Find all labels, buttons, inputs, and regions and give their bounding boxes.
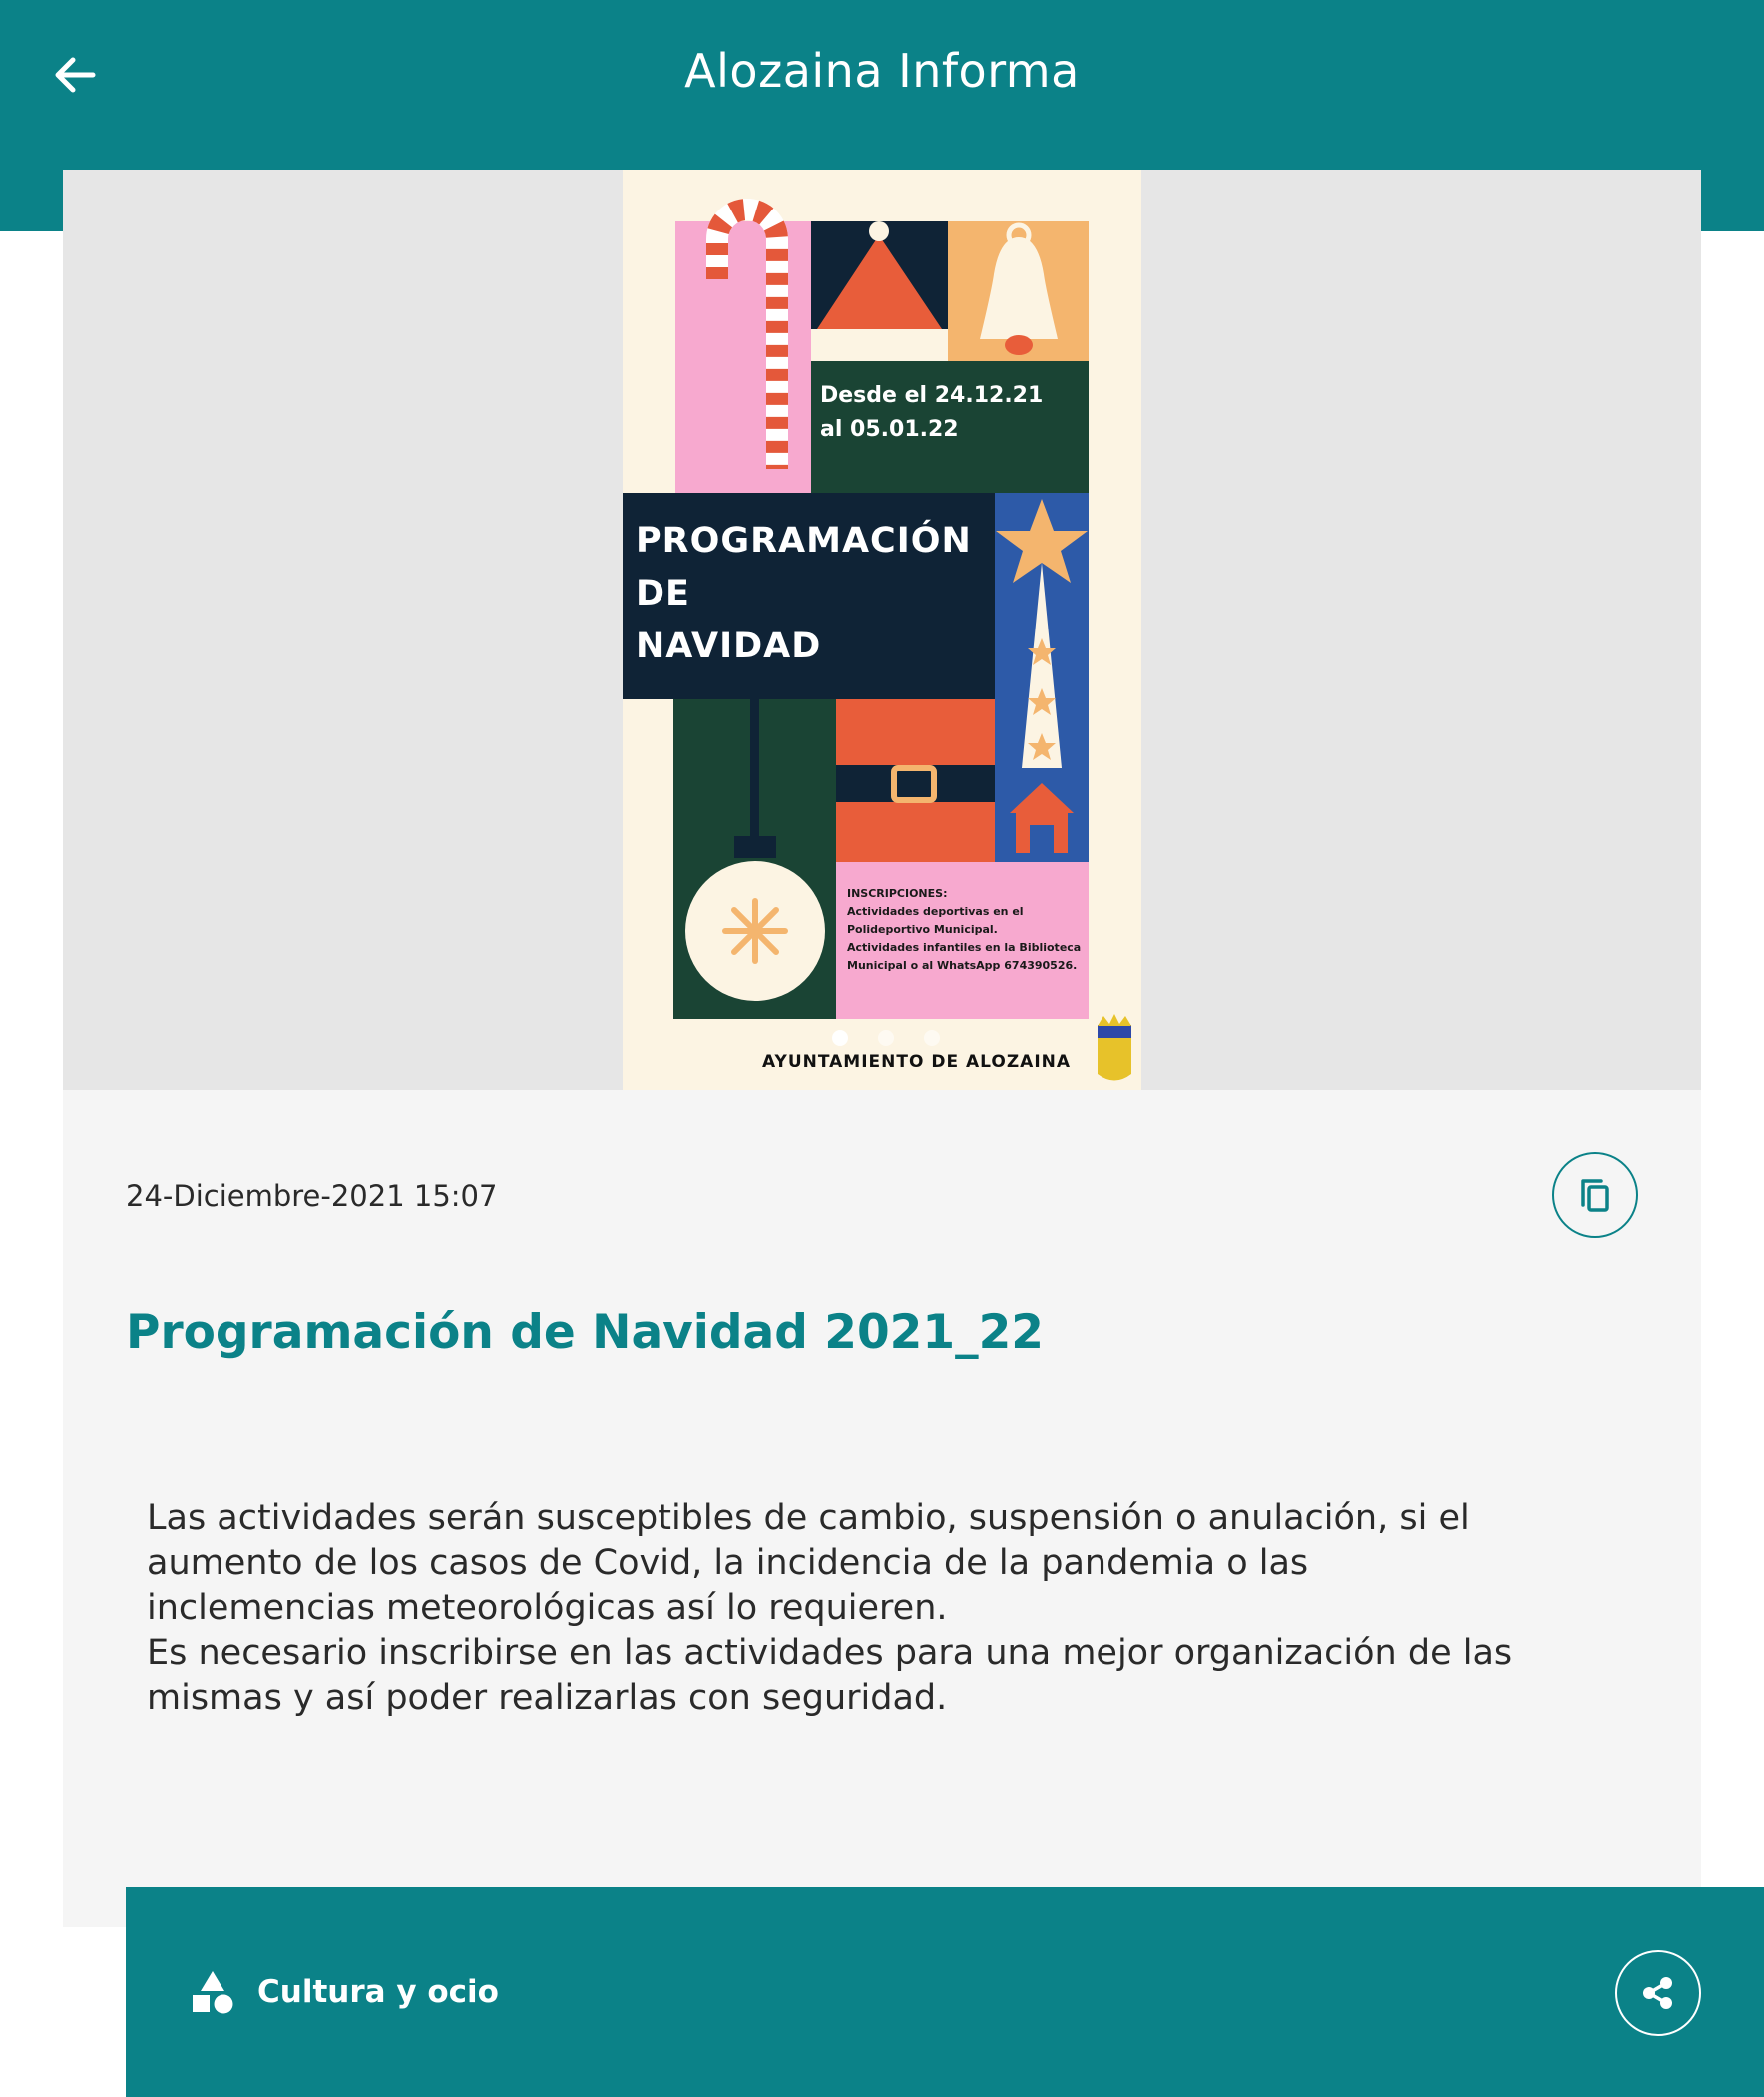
poster-insc-line: Actividades infantiles en la Biblioteca [847,941,1082,954]
poster-image [623,170,1141,1090]
poster-insc-line: Actividades deportivas en el [847,905,1024,918]
carousel-dot[interactable] [878,1030,894,1046]
carousel-dot[interactable] [924,1030,940,1046]
poster-insc-heading: INSCRIPCIONES: [847,887,948,900]
article-body-line: Es necesario inscribirse en las actividades para una mejor organización de las [147,1633,1513,1673]
category-label: Cultura y ocio [257,1974,499,2010]
share-icon [1638,1973,1678,2013]
carousel-indicators [832,1030,940,1046]
poster-insc-line: Municipal o al WhatsApp 674390526. [847,959,1078,972]
app-title: Alozaina Informa [684,44,1080,98]
poster-date-from: Desde el 24.12.21 [820,383,1044,408]
shapes-icon [190,1969,235,2015]
article-card [63,170,1701,2010]
poster-dates [820,379,1100,447]
poster-ayuntamiento: AYUNTAMIENTO DE ALOZAINA [762,1052,1072,1072]
poster-title-line: DE [636,574,690,614]
article-date: 24-Diciembre-2021 15:07 [126,1179,498,1213]
article-title: Programación de Navidad 2021_22 [126,1305,1044,1360]
poster-title-line: NAVIDAD [636,627,822,666]
poster-title [636,515,972,673]
image-carousel[interactable] [63,170,1701,1090]
carousel-dot[interactable] [832,1030,848,1046]
article-body-line: Las actividades serán susceptibles de cambio, suspensión o anulación, si el [147,1498,1470,1538]
poster-insc-line: Polideportivo Municipal. [847,923,998,936]
share-button[interactable] [1615,1950,1701,2036]
copy-icon [1575,1175,1615,1215]
article-body-line: mismas y así poder realizarlas con seguridad. [147,1678,948,1718]
poster-date-to: al 05.01.22 [820,417,959,442]
poster-title-line: PROGRAMACIÓN [636,521,972,561]
article-body-line: inclemencias meteorológicas así lo requieren. [147,1588,948,1628]
copy-button[interactable] [1552,1152,1638,1238]
article-body [147,1496,1643,1721]
article-body-line: aumento de los casos de Covid, la incidencia de la pandemia o las [147,1543,1309,1583]
article-footer [126,1887,1764,2097]
category-chip[interactable] [190,1969,499,2015]
poster-inscriptions [847,885,1102,975]
